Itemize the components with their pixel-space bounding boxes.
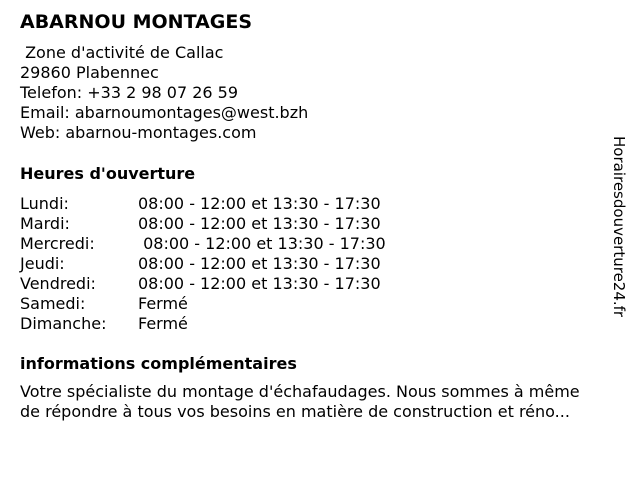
hours-row-vendredi xyxy=(20,274,386,294)
day-label: Mercredi: xyxy=(20,234,95,253)
hours-row-samedi xyxy=(20,294,386,314)
day-label: Lundi: xyxy=(20,194,69,213)
address-city: 29860 Plabennec xyxy=(20,63,159,82)
time-value: 08:00 - 12:00 et 13:30 - 17:30 xyxy=(138,194,381,213)
opening-hours-table xyxy=(20,194,386,334)
day-label: Mardi: xyxy=(20,214,70,233)
email-address: Email: abarnoumontages@west.bzh xyxy=(20,103,309,122)
site-watermark: Horairesdouverture24.fr xyxy=(610,136,628,318)
contact-block xyxy=(20,43,308,143)
address-street: Zone d'activité de Callac xyxy=(20,43,224,62)
time-value: 08:00 - 12:00 et 13:30 - 17:30 xyxy=(138,234,386,253)
day-label: Jeudi: xyxy=(20,254,65,273)
website-address: Web: abarnou-montages.com xyxy=(20,123,257,142)
time-value: Fermé xyxy=(138,294,188,313)
hours-row-jeudi xyxy=(20,254,386,274)
hours-row-dimanche xyxy=(20,314,386,334)
day-label: Samedi: xyxy=(20,294,86,313)
time-value: 08:00 - 12:00 et 13:30 - 17:30 xyxy=(138,254,381,273)
time-value: 08:00 - 12:00 et 13:30 - 17:30 xyxy=(138,214,381,233)
time-value: Fermé xyxy=(138,314,188,333)
hours-row-mercredi xyxy=(20,234,386,254)
hours-row-mardi xyxy=(20,214,386,234)
hours-row-lundi xyxy=(20,194,386,214)
info-text: Votre spécialiste du montage d'échafaudages. Nous sommes à même de répondre à tous vos besoins en matière de construction et réno... xyxy=(20,382,580,421)
hours-heading: Heures d'ouverture xyxy=(20,164,196,183)
phone-number: Telefon: +33 2 98 07 26 59 xyxy=(20,83,239,102)
time-value: 08:00 - 12:00 et 13:30 - 17:30 xyxy=(138,274,381,293)
info-heading: informations complémentaires xyxy=(20,354,297,373)
day-label: Vendredi: xyxy=(20,274,96,293)
business-name: ABARNOU MONTAGES xyxy=(20,11,253,33)
day-label: Dimanche: xyxy=(20,314,107,333)
